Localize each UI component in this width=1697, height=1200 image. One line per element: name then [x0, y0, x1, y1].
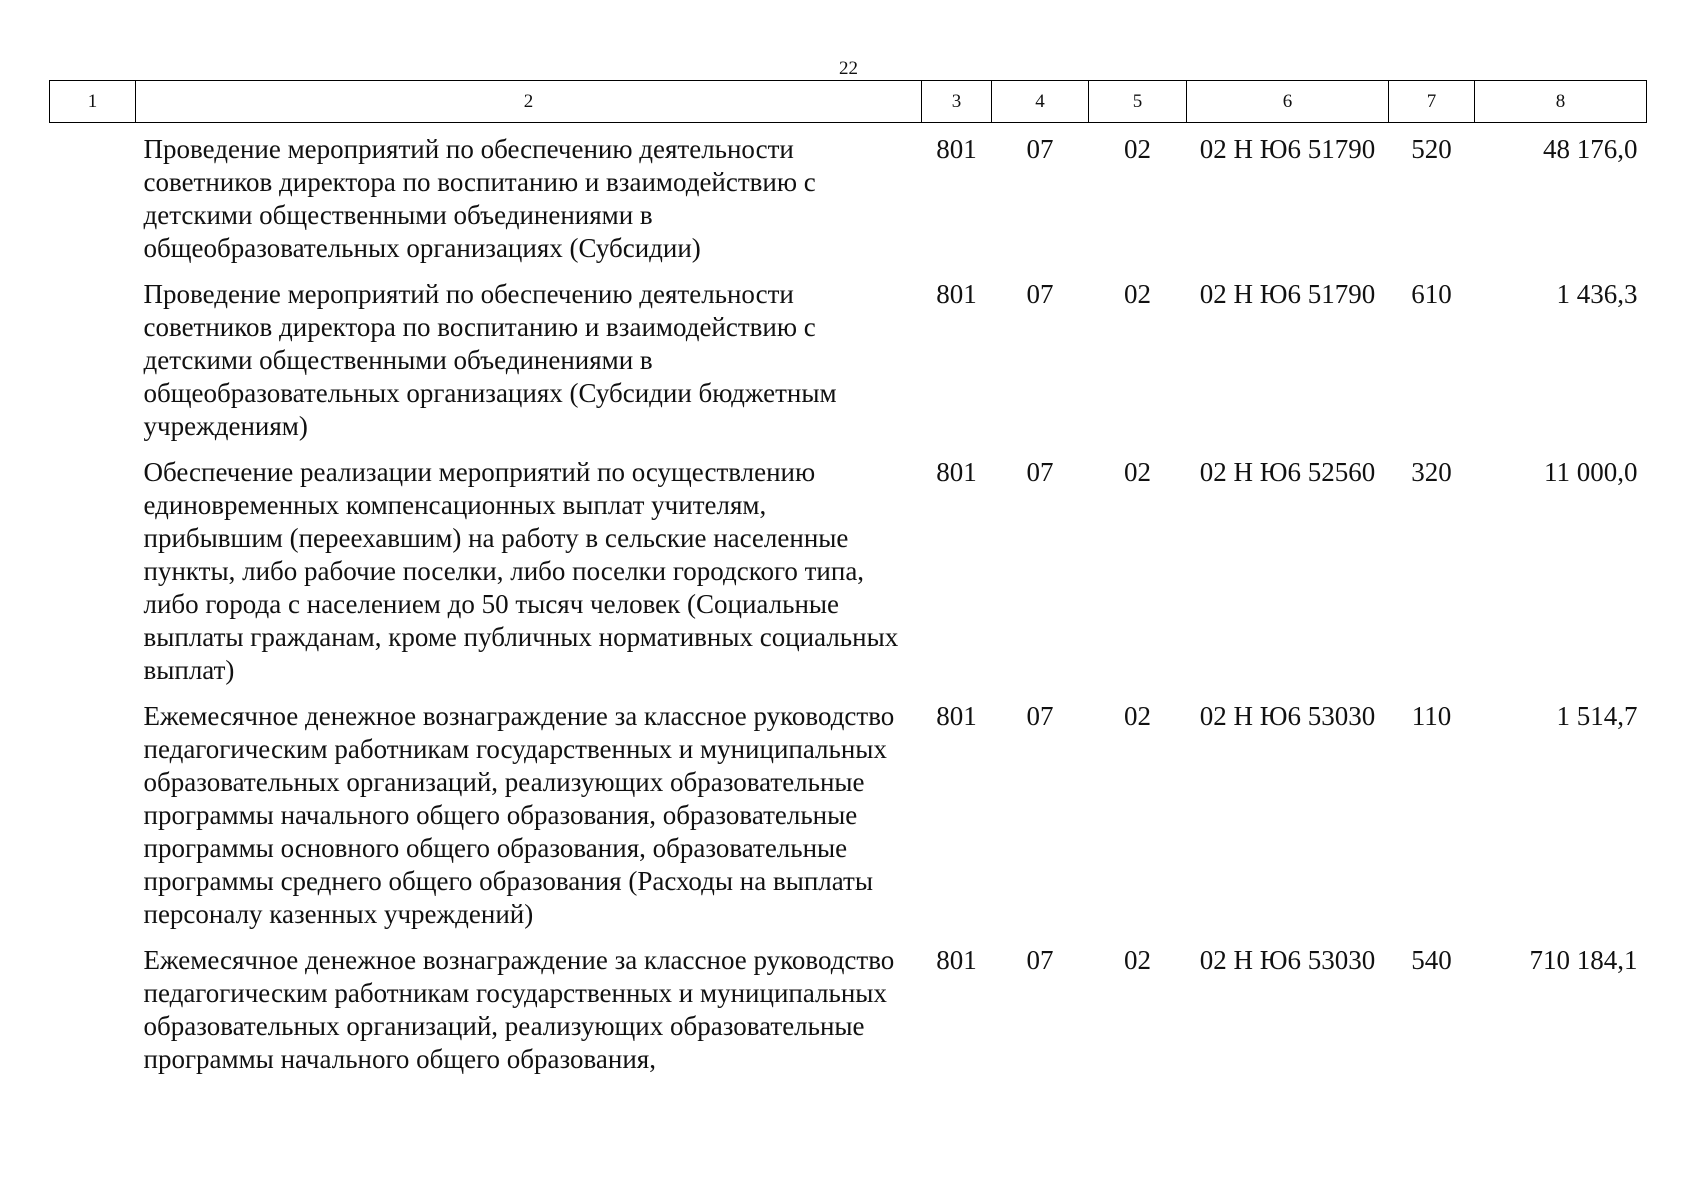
- budget-table: [49, 80, 1647, 1079]
- subsection-code: 02: [1124, 945, 1151, 975]
- amount: 710 184,1: [1529, 945, 1638, 975]
- header-cell-5: 5: [1089, 81, 1187, 123]
- header-cell-7: 7: [1389, 81, 1475, 123]
- table-body: [50, 123, 1647, 1080]
- department-code: 801: [936, 279, 977, 309]
- table-row: [50, 268, 1647, 446]
- header-cell-1: 1: [50, 81, 136, 123]
- subsection-code: 02: [1124, 279, 1151, 309]
- department-code: 801: [936, 945, 977, 975]
- department-code: 801: [936, 701, 977, 731]
- table-row: [50, 446, 1647, 690]
- expense-description: Ежемесячное денежное вознаграждение за классное руководство педагогическим работникам государственных и муниципальных образовательных организаций, реализующих образовательные программы начального общего образования,: [143, 945, 895, 1074]
- table-header: [50, 81, 1647, 123]
- subsection-code: 02: [1124, 701, 1151, 731]
- section-code: 07: [1026, 134, 1054, 164]
- target-article-code: 02 Н Ю6 51790: [1199, 279, 1376, 309]
- section-code: 07: [1026, 457, 1054, 487]
- table-row: [50, 123, 1647, 269]
- subsection-code: 02: [1124, 134, 1151, 164]
- table-row: [50, 690, 1647, 934]
- expense-type-code: 610: [1411, 279, 1452, 309]
- row-number-cell: [50, 446, 136, 690]
- subsection-code: 02: [1124, 457, 1151, 487]
- section-code: 07: [1026, 945, 1054, 975]
- row-number-cell: [50, 934, 136, 1079]
- header-row: [50, 81, 1647, 123]
- row-number-cell: [50, 690, 136, 934]
- expense-description: Обеспечение реализации мероприятий по осуществлению единовременных компенсационных выплат учителям, прибывшим (переехавшим) на работу в сельские населенные пункты, либо рабочие поселки, либо поселки городского типа, либо города с населением до 50 тысяч человек (Социальные выплаты гражданам, кроме публичных нормативных социальных выплат): [143, 457, 899, 685]
- target-article-code: 02 Н Ю6 52560: [1199, 457, 1376, 487]
- expense-description: Проведение мероприятий по обеспечению деятельности советников директора по воспитанию и взаимодействию с детскими общественными объединениями в общеобразовательных организациях (Субсидии): [143, 134, 816, 263]
- header-cell-4: 4: [992, 81, 1089, 123]
- expense-description: Проведение мероприятий по обеспечению деятельности советников директора по воспитанию и взаимодействию с детскими общественными объединениями в общеобразовательных организациях (Субсидии бюджетным учреждениям): [143, 279, 837, 441]
- expense-type-code: 110: [1411, 701, 1452, 731]
- expense-type-code: 520: [1411, 134, 1452, 164]
- target-article-code: 02 Н Ю6 51790: [1199, 134, 1376, 164]
- row-number-cell: [50, 123, 136, 269]
- table-row: [50, 934, 1647, 1079]
- header-cell-2: 2: [136, 81, 922, 123]
- amount: 1 436,3: [1556, 279, 1638, 309]
- department-code: 801: [936, 134, 977, 164]
- header-cell-6: 6: [1187, 81, 1389, 123]
- header-cell-3: 3: [922, 81, 992, 123]
- section-code: 07: [1026, 279, 1054, 309]
- target-article-code: 02 Н Ю6 53030: [1199, 945, 1376, 975]
- row-number-cell: [50, 268, 136, 446]
- expense-type-code: 320: [1411, 457, 1452, 487]
- expense-type-code: 540: [1411, 945, 1452, 975]
- target-article-code: 02 Н Ю6 53030: [1199, 701, 1376, 731]
- section-code: 07: [1026, 701, 1054, 731]
- department-code: 801: [936, 457, 977, 487]
- amount: 11 000,0: [1544, 457, 1638, 487]
- expense-description: Ежемесячное денежное вознаграждение за классное руководство педагогическим работникам государственных и муниципальных образовательных организаций, реализующих образовательные программы начального общего образования, образовательные программы основного общего образования, образовательные программы среднего общего образования (Расходы на выплаты персоналу казенных учреждений): [143, 701, 895, 929]
- amount: 48 176,0: [1543, 134, 1638, 164]
- header-cell-8: 8: [1475, 81, 1647, 123]
- page-number: 22: [839, 58, 858, 79]
- amount: 1 514,7: [1556, 701, 1638, 731]
